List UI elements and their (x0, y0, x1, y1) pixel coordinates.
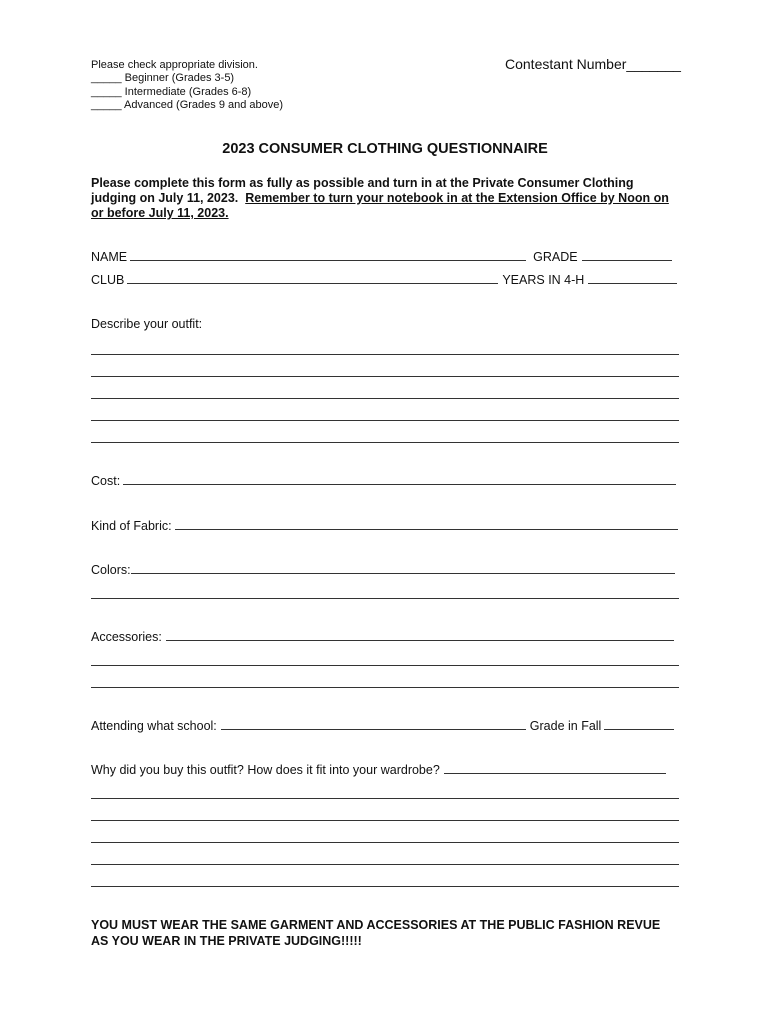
accessories-row (91, 629, 679, 644)
division-prompt: Please check appropriate division. (91, 59, 258, 71)
why-line[interactable] (91, 864, 679, 865)
contestant-number-field[interactable] (505, 56, 681, 72)
division-option-intermediate[interactable] (91, 86, 251, 100)
name-label: NAME (91, 250, 128, 264)
grade-fall-input[interactable] (604, 718, 674, 730)
division-blank: _____ (91, 99, 122, 111)
division-option-beginner[interactable] (91, 72, 234, 86)
division-label: Beginner (Grades 3-5) (124, 72, 235, 84)
accessories-line[interactable] (91, 665, 679, 666)
fabric-input[interactable] (175, 518, 678, 530)
years-input[interactable] (588, 272, 677, 284)
describe-line[interactable] (91, 420, 679, 421)
describe-label: Describe your outfit: (91, 317, 203, 331)
name-grade-row (91, 249, 679, 264)
colors-label: Colors: (91, 563, 131, 577)
name-input[interactable] (130, 249, 526, 261)
describe-line[interactable] (91, 398, 679, 399)
contestant-number-blank: _______ (626, 56, 681, 72)
instructions-line-3: or before July 11, 2023. (91, 206, 229, 220)
years-label: YEARS IN 4-H (502, 273, 585, 287)
colors-input[interactable] (131, 562, 675, 574)
colors-line[interactable] (91, 598, 679, 599)
division-blank: _____ (91, 72, 122, 84)
why-line[interactable] (91, 842, 679, 843)
division-label: Advanced (Grades 9 and above) (124, 99, 284, 111)
division-option-advanced[interactable] (91, 99, 283, 113)
cost-input[interactable] (123, 473, 676, 485)
instructions-date: judging on July 11, 2023. (91, 191, 246, 205)
describe-line[interactable] (91, 442, 679, 443)
footer-warning-line-2: AS YOU WEAR IN THE PRIVATE JUDGING!!!!! (91, 934, 362, 948)
club-years-row (91, 272, 679, 287)
instructions-line-2 (91, 191, 669, 205)
why-line[interactable] (91, 820, 679, 821)
school-input[interactable] (221, 718, 526, 730)
grade-fall-label: Grade in Fall (529, 719, 602, 733)
school-row (91, 718, 679, 733)
why-line[interactable] (91, 886, 679, 887)
school-label: Attending what school: (91, 719, 217, 733)
why-input[interactable] (444, 762, 666, 774)
club-label: CLUB (91, 273, 125, 287)
accessories-label: Accessories: (91, 630, 162, 644)
grade-label: GRADE (533, 250, 578, 264)
footer-warning-line-1: YOU MUST WEAR THE SAME GARMENT AND ACCESSORIES AT THE PUBLIC FASHION REVUE (91, 918, 661, 932)
instructions-line-1: Please complete this form as fully as possible and turn in at the Private Consumer Clothing (91, 176, 634, 190)
why-row (91, 762, 679, 777)
colors-row (91, 562, 679, 577)
page-title: 2023 CONSUMER CLOTHING QUESTIONNAIRE (222, 141, 548, 157)
cost-row (91, 473, 679, 488)
describe-line[interactable] (91, 376, 679, 377)
grade-input[interactable] (582, 249, 672, 261)
division-blank: _____ (91, 86, 122, 98)
describe-line[interactable] (91, 354, 679, 355)
fabric-label: Kind of Fabric: (91, 519, 172, 533)
instructions-reminder: Remember to turn your notebook in at the Extension Office by Noon on (245, 191, 669, 205)
why-line[interactable] (91, 798, 679, 799)
why-label: Why did you buy this outfit? How does it fit into your wardrobe? (91, 763, 440, 777)
accessories-input[interactable] (166, 629, 674, 641)
contestant-number-label: Contestant Number (505, 56, 627, 72)
fabric-row (91, 518, 679, 533)
division-label: Intermediate (Grades 6-8) (124, 86, 252, 98)
club-input[interactable] (127, 272, 498, 284)
cost-label: Cost: (91, 474, 121, 488)
accessories-line[interactable] (91, 687, 679, 688)
